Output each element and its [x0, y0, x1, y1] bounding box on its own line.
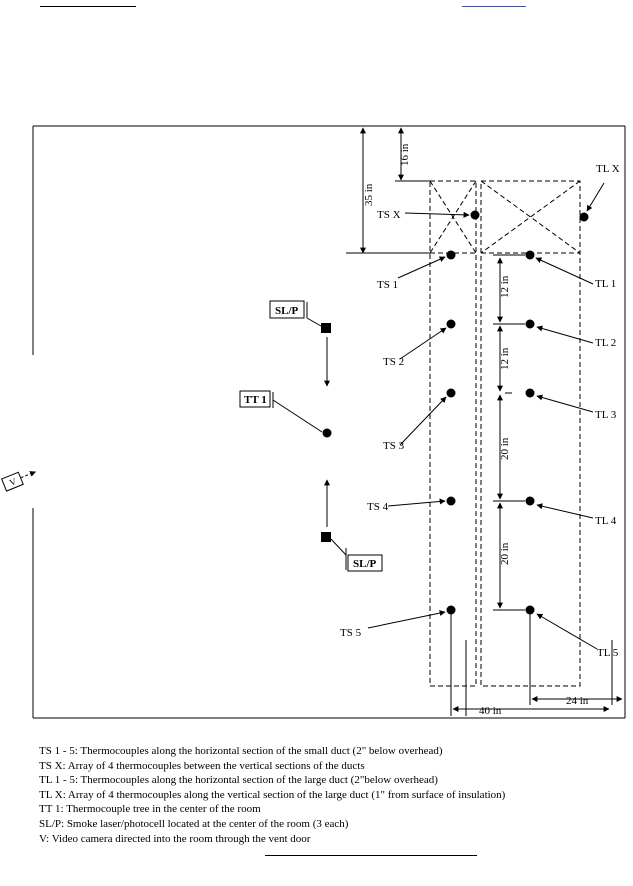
dim-35in: 35 in	[363, 183, 375, 206]
tl2-label: TL 2	[595, 337, 617, 349]
ts3-label: TS 3	[383, 440, 405, 452]
dim-12in-b: 12 in	[499, 347, 511, 370]
video-camera-icon	[2, 466, 38, 491]
ts-leaders	[368, 213, 469, 628]
tl4-label: TL 4	[595, 515, 617, 527]
legend-tsx: TS X: Array of 4 thermocouples between the vertical sections of the ducts	[39, 759, 365, 772]
tl4-dot	[526, 497, 535, 506]
legend-v: V: Video camera directed into the room through the vent door	[39, 832, 311, 845]
tl3-dot	[526, 389, 535, 398]
ts1-label: TS 1	[377, 279, 399, 291]
legend-ts: TS 1 - 5: Thermocouples along the horizontal section of the small duct (2" below overhead)	[39, 745, 443, 757]
footer-rule	[265, 855, 477, 856]
tlx-label: TL X	[596, 163, 620, 175]
legend-tlx: TL X: Array of 4 thermocouples along the vertical section of the large duct (1" from surface of insulation)	[39, 788, 506, 801]
tl1-label: TL 1	[595, 278, 617, 290]
tlx-dot	[580, 213, 589, 222]
dim-16in: 16 in	[399, 143, 411, 166]
tt1-label: TT 1	[244, 394, 267, 406]
tl5-label: TL 5	[597, 647, 619, 659]
legend-tl: TL 1 - 5: Thermocouples along the horizontal section of the large duct (2"below overhead)	[39, 774, 438, 787]
legend-tt1: TT 1: Thermocouple tree in the center of the room	[39, 803, 261, 816]
dim-20in-a: 20 in	[499, 437, 511, 460]
label-boxes	[240, 301, 382, 571]
slp-top-label: SL/P	[275, 305, 299, 317]
v-label: V	[7, 476, 18, 488]
slp-top-square	[321, 323, 331, 333]
slp-bottom-label: SL/P	[353, 558, 377, 570]
tl1-dot	[526, 251, 535, 260]
thermocouples	[323, 211, 589, 615]
ts1-dot	[447, 251, 456, 260]
ts4-label: TS 4	[367, 501, 389, 513]
ts2-label: TS 2	[383, 356, 405, 368]
dim-12in-a: 12 in	[499, 275, 511, 298]
tl2-dot	[526, 320, 535, 329]
ts4-dot	[447, 497, 456, 506]
dim-24in: 24 in	[566, 695, 589, 707]
dim-20in-b: 20 in	[499, 542, 511, 565]
tsx-dot	[471, 211, 480, 220]
tsx-label: TS X	[377, 209, 401, 221]
tl5-dot	[526, 606, 535, 615]
room-outline	[33, 126, 625, 718]
tl3-label: TL 3	[595, 409, 617, 421]
legend	[39, 744, 629, 846]
slp-bottom-square	[321, 532, 331, 542]
tt1-dot	[323, 429, 332, 438]
ts5-label: TS 5	[340, 627, 362, 639]
legend-slp: SL/P: Smoke laser/photocell located at the center of the room (3 each)	[39, 817, 349, 830]
dim-40in: 40 in	[479, 705, 502, 717]
ts3-dot	[447, 389, 456, 398]
ts2-dot	[447, 320, 456, 329]
